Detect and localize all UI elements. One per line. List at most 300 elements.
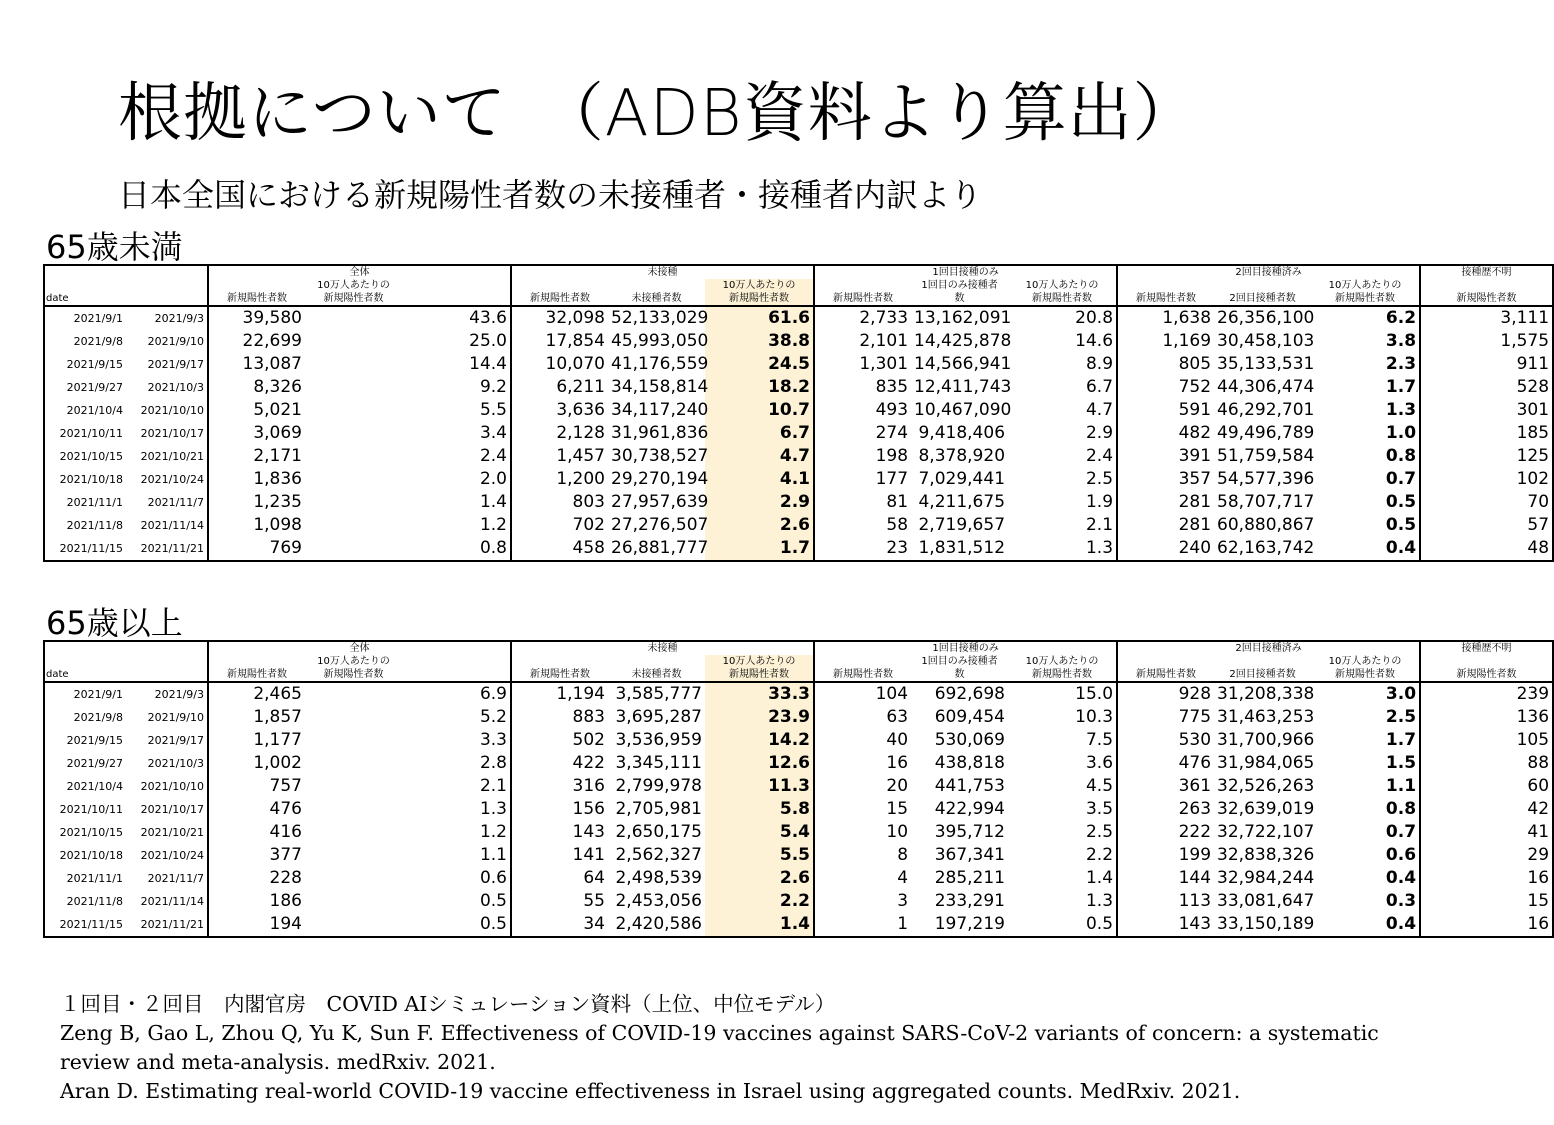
- value-cell: 3,695,287: [615, 707, 702, 727]
- value-cell: 441,753: [934, 776, 1006, 796]
- value-cell: 125: [1420, 445, 1553, 468]
- date-cell: 2021/9/1: [73, 688, 123, 701]
- value-cell: 1.1: [1385, 776, 1417, 796]
- header-cell: [402, 279, 511, 292]
- value-cell: 6.7: [1085, 377, 1114, 397]
- header-cell: 新規陽性者数: [814, 292, 911, 306]
- value-cell: 3.3: [479, 730, 507, 750]
- value-cell: 3.5: [1085, 799, 1114, 819]
- table-row: [44, 867, 1553, 890]
- value-cell: 15: [1420, 890, 1553, 913]
- value-cell: 1.4: [479, 492, 507, 512]
- date-cell: 2021/9/10: [147, 335, 204, 348]
- value-cell: 0.3: [1385, 891, 1417, 911]
- value-cell: 0.8: [1385, 799, 1417, 819]
- value-cell: 5.5: [705, 844, 814, 867]
- value-cell: 20: [814, 775, 911, 798]
- value-cell: 0.4: [1385, 868, 1417, 888]
- value-cell: 1,831,512: [918, 538, 1006, 558]
- value-cell: 45,993,050: [611, 331, 709, 351]
- value-cell: 285,211: [934, 868, 1006, 888]
- header-cell: 新規陽性者数: [814, 668, 911, 682]
- date-cell: 2021/9/3: [154, 688, 204, 701]
- table-row: [44, 729, 1553, 752]
- value-cell: 0.5: [1385, 492, 1417, 512]
- value-cell: 13,087: [208, 353, 305, 376]
- header-cell: [208, 279, 305, 292]
- value-cell: 438,818: [934, 753, 1006, 773]
- value-cell: 422: [511, 752, 608, 775]
- value-cell: 1,194: [511, 682, 608, 706]
- header-cell: [814, 279, 911, 292]
- header-group: 1回目接種のみ: [814, 641, 1117, 655]
- value-cell: 422,994: [934, 799, 1006, 819]
- value-cell: 9.2: [479, 377, 507, 397]
- value-cell: 9,418,406: [918, 423, 1006, 443]
- header-cell: 新規陽性者数: [705, 292, 814, 306]
- value-cell: 34,158,814: [611, 377, 709, 397]
- value-cell: 281: [1117, 514, 1214, 537]
- value-cell: 7.5: [1085, 730, 1114, 750]
- page-title: 根拠について （ADB資料より算出）: [118, 77, 1198, 151]
- value-cell: 33,150,189: [1217, 914, 1315, 934]
- value-cell: 240: [1117, 537, 1214, 561]
- value-cell: 5.5: [479, 400, 507, 420]
- value-cell: 3.8: [1385, 331, 1417, 351]
- value-cell: 0.5: [1085, 914, 1114, 934]
- value-cell: 1,098: [208, 514, 305, 537]
- value-cell: 33.3: [705, 682, 814, 706]
- value-cell: 26,881,777: [611, 538, 709, 558]
- value-cell: 2.9: [1085, 423, 1114, 443]
- value-cell: 3,345,111: [615, 753, 702, 773]
- date-cell: 2021/11/14: [140, 895, 204, 908]
- value-cell: 0.4: [1385, 914, 1417, 934]
- value-cell: 1.3: [1085, 538, 1114, 558]
- value-cell: 41: [1420, 821, 1553, 844]
- header-group: 未接種: [511, 265, 814, 279]
- value-cell: 15: [814, 798, 911, 821]
- value-cell: 38.8: [705, 330, 814, 353]
- header-group: 2回目接種済み: [1117, 641, 1420, 655]
- value-cell: 1.2: [479, 515, 507, 535]
- value-cell: 42: [1420, 798, 1553, 821]
- value-cell: 58: [814, 514, 911, 537]
- table-row: [44, 491, 1553, 514]
- value-cell: 31,984,065: [1217, 753, 1315, 773]
- value-cell: 3.4: [479, 423, 507, 443]
- header-cell: 新規陽性者数: [1008, 292, 1117, 306]
- value-cell: 3,585,777: [615, 684, 702, 704]
- value-cell: 55: [511, 890, 608, 913]
- value-cell: 752: [1117, 376, 1214, 399]
- value-cell: 51,759,584: [1217, 446, 1315, 466]
- value-cell: 29: [1420, 844, 1553, 867]
- header-cell: 10万人あたりの: [705, 279, 814, 292]
- value-cell: 3: [814, 890, 911, 913]
- value-cell: 1.1: [479, 845, 507, 865]
- value-cell: 1,177: [208, 729, 305, 752]
- header-cell: 新規陽性者数: [1117, 292, 1214, 306]
- value-cell: 2,733: [814, 306, 911, 330]
- value-cell: 88: [1420, 752, 1553, 775]
- value-cell: 31,463,253: [1217, 707, 1315, 727]
- header-cell: 未接種者数: [608, 292, 705, 306]
- value-cell: 1,169: [1117, 330, 1214, 353]
- date-cell: 2021/9/8: [73, 335, 123, 348]
- date-cell: 2021/11/7: [147, 496, 204, 509]
- value-cell: 16: [814, 752, 911, 775]
- header-cell: 新規陽性者数: [305, 292, 402, 306]
- header-cell: 新規陽性者数: [1311, 668, 1420, 682]
- date-cell: 2021/9/27: [66, 757, 123, 770]
- value-cell: 60: [1420, 775, 1553, 798]
- value-cell: 60,880,867: [1217, 515, 1315, 535]
- value-cell: 25.0: [469, 331, 507, 351]
- header-cell: 10万人あたりの: [705, 655, 814, 668]
- value-cell: 2,650,175: [615, 822, 702, 842]
- value-cell: 0.5: [1385, 515, 1417, 535]
- value-cell: 32,722,107: [1217, 822, 1315, 842]
- value-cell: 44,306,474: [1217, 377, 1315, 397]
- value-cell: 197,219: [934, 914, 1006, 934]
- value-cell: 6.2: [1385, 308, 1417, 328]
- header-cell: 数: [911, 668, 1008, 682]
- date-cell: 2021/10/11: [59, 803, 123, 816]
- value-cell: 8,378,920: [918, 446, 1006, 466]
- date-cell: 2021/11/14: [140, 519, 204, 532]
- value-cell: 54,577,396: [1217, 469, 1315, 489]
- value-cell: 530,069: [934, 730, 1006, 750]
- table-row: [44, 775, 1553, 798]
- references: [60, 990, 1379, 1106]
- value-cell: 29,270,194: [611, 469, 709, 489]
- value-cell: 1.9: [1085, 492, 1114, 512]
- table-row: [44, 514, 1553, 537]
- value-cell: 34,117,240: [611, 400, 709, 420]
- value-cell: 883: [511, 706, 608, 729]
- value-cell: 186: [208, 890, 305, 913]
- value-cell: 1: [814, 913, 911, 937]
- header-cell: [402, 655, 511, 668]
- value-cell: 528: [1420, 376, 1553, 399]
- header-cell: 10万人あたりの: [1025, 656, 1099, 667]
- value-cell: 1,002: [208, 752, 305, 775]
- header-group: 接種歴不明: [1420, 265, 1553, 279]
- value-cell: 4.7: [705, 445, 814, 468]
- value-cell: 156: [511, 798, 608, 821]
- value-cell: 391: [1117, 445, 1214, 468]
- value-cell: 1.7: [1385, 377, 1417, 397]
- value-cell: 10.7: [705, 399, 814, 422]
- table-row: [44, 468, 1553, 491]
- value-cell: 0.7: [1385, 469, 1417, 489]
- date-cell: 2021/11/1: [66, 872, 123, 885]
- value-cell: 1,638: [1117, 306, 1214, 330]
- value-cell: 835: [814, 376, 911, 399]
- value-cell: 222: [1117, 821, 1214, 844]
- value-cell: 1.3: [479, 799, 507, 819]
- table-row: [44, 537, 1553, 561]
- value-cell: 143: [511, 821, 608, 844]
- value-cell: 361: [1117, 775, 1214, 798]
- value-cell: 105: [1420, 729, 1553, 752]
- value-cell: 14,425,878: [914, 331, 1012, 351]
- header-cell: [608, 655, 705, 668]
- value-cell: 31,208,338: [1217, 684, 1315, 704]
- value-cell: 14.4: [469, 354, 507, 374]
- value-cell: 63: [814, 706, 911, 729]
- header-cell: [1214, 655, 1311, 668]
- value-cell: 395,712: [934, 822, 1006, 842]
- header-cell: 新規陽性者数: [1311, 292, 1420, 306]
- reference-line: Zeng B, Gao L, Zhou Q, Yu K, Sun F. Effectiveness of COVID-19 vaccines against SARS-CoV-2 variants of concern: a systematic: [60, 1021, 1379, 1045]
- date-cell: 2021/9/17: [147, 734, 204, 747]
- header-cell: 1回目のみ接種者: [921, 280, 998, 291]
- value-cell: 177: [814, 468, 911, 491]
- date-cell: 2021/10/4: [66, 404, 123, 417]
- table-row: [44, 306, 1553, 330]
- value-cell: 1.4: [1085, 868, 1114, 888]
- value-cell: 1.3: [1085, 891, 1114, 911]
- value-cell: 46,292,701: [1217, 400, 1315, 420]
- value-cell: 34: [511, 913, 608, 937]
- header-cell: [1117, 655, 1214, 668]
- value-cell: 11.3: [705, 775, 814, 798]
- value-cell: 0.5: [479, 891, 507, 911]
- date-cell: 2021/11/8: [66, 895, 123, 908]
- date-cell: 2021/9/15: [66, 734, 123, 747]
- value-cell: 301: [1420, 399, 1553, 422]
- value-cell: 1,235: [208, 491, 305, 514]
- value-cell: 2.6: [705, 514, 814, 537]
- value-cell: 6.7: [705, 422, 814, 445]
- value-cell: 0.4: [1385, 538, 1417, 558]
- value-cell: 16: [1420, 867, 1553, 890]
- value-cell: 104: [814, 682, 911, 706]
- value-cell: 4,211,675: [918, 492, 1006, 512]
- section-label-under65: 65歳未満: [46, 228, 183, 266]
- value-cell: 32,526,263: [1217, 776, 1315, 796]
- value-cell: 493: [814, 399, 911, 422]
- value-cell: 27,276,507: [611, 515, 709, 535]
- value-cell: 0.8: [479, 538, 507, 558]
- value-cell: 32,838,326: [1217, 845, 1315, 865]
- value-cell: 1.5: [1385, 753, 1417, 773]
- value-cell: 4: [814, 867, 911, 890]
- value-cell: 23: [814, 537, 911, 561]
- header-cell: 10万人あたりの: [1025, 280, 1099, 291]
- value-cell: 1,200: [511, 468, 608, 491]
- value-cell: 194: [208, 913, 305, 937]
- value-cell: 20.8: [1075, 308, 1114, 328]
- value-cell: 530: [1117, 729, 1214, 752]
- value-cell: 2.5: [1385, 707, 1417, 727]
- value-cell: 31,700,966: [1217, 730, 1315, 750]
- table-row: [44, 706, 1553, 729]
- value-cell: 14.2: [705, 729, 814, 752]
- value-cell: 15.0: [1075, 684, 1114, 704]
- value-cell: 32,639,019: [1217, 799, 1315, 819]
- value-cell: 1,457: [511, 445, 608, 468]
- value-cell: 22,699: [208, 330, 305, 353]
- value-cell: 692,698: [934, 684, 1006, 704]
- date-cell: 2021/9/1: [73, 312, 123, 325]
- header-cell: 10万人あたりの: [1328, 280, 1402, 291]
- value-cell: 2,719,657: [918, 515, 1006, 535]
- value-cell: 70: [1420, 491, 1553, 514]
- value-cell: 31,961,836: [611, 423, 709, 443]
- date-cell: 2021/10/18: [59, 849, 123, 862]
- value-cell: 928: [1117, 682, 1214, 706]
- value-cell: 10: [814, 821, 911, 844]
- value-cell: 1.3: [1385, 400, 1417, 420]
- header-group: 2回目接種済み: [1117, 265, 1420, 279]
- value-cell: 3,111: [1420, 306, 1553, 330]
- value-cell: 367,341: [934, 845, 1006, 865]
- value-cell: 141: [511, 844, 608, 867]
- header-cell: 新規陽性者数: [305, 668, 402, 682]
- value-cell: 10,467,090: [914, 400, 1012, 420]
- value-cell: 17,854: [511, 330, 608, 353]
- value-cell: 1.7: [1385, 730, 1417, 750]
- value-cell: 0.6: [479, 868, 507, 888]
- date-cell: 2021/10/3: [147, 757, 204, 770]
- value-cell: 30,458,103: [1217, 331, 1315, 351]
- header-cell: 新規陽性者数: [1420, 668, 1553, 682]
- value-cell: 2,498,539: [615, 868, 702, 888]
- value-cell: 476: [1117, 752, 1214, 775]
- value-cell: 502: [511, 729, 608, 752]
- reference-line: Aran D. Estimating real-world COVID-19 vaccine effectiveness in Israel using aggregated counts. MedRxiv. 2021.: [60, 1079, 1241, 1103]
- value-cell: 1,575: [1420, 330, 1553, 353]
- value-cell: 1,857: [208, 706, 305, 729]
- value-cell: 5,021: [208, 399, 305, 422]
- header-cell: [208, 655, 305, 668]
- value-cell: 1.7: [705, 537, 814, 561]
- table-row: [44, 330, 1553, 353]
- date-cell: 2021/10/15: [59, 450, 123, 463]
- value-cell: 4.7: [1085, 400, 1114, 420]
- header-cell: 10万人あたりの: [317, 280, 390, 291]
- date-cell: 2021/11/15: [59, 918, 123, 931]
- value-cell: 2.2: [705, 890, 814, 913]
- value-cell: 30,738,527: [611, 446, 709, 466]
- table-row: [44, 821, 1553, 844]
- header-cell: 新規陽性者数: [1117, 668, 1214, 682]
- date-cell: 2021/10/17: [140, 803, 204, 816]
- value-cell: 5.2: [479, 707, 507, 727]
- data-table-under65: [43, 264, 1554, 562]
- header-cell: 10万人あたりの: [317, 656, 390, 667]
- value-cell: 136: [1420, 706, 1553, 729]
- value-cell: 14,566,941: [914, 354, 1012, 374]
- value-cell: 61.6: [705, 306, 814, 330]
- value-cell: 805: [1117, 353, 1214, 376]
- header-group: 接種歴不明: [1420, 641, 1553, 655]
- value-cell: 6,211: [511, 376, 608, 399]
- date-cell: 2021/10/21: [140, 450, 204, 463]
- value-cell: 591: [1117, 399, 1214, 422]
- value-cell: 14.6: [1075, 331, 1114, 351]
- date-cell: 2021/10/11: [59, 427, 123, 440]
- value-cell: 27,957,639: [611, 492, 709, 512]
- value-cell: 7,029,441: [918, 469, 1006, 489]
- header-cell: [814, 655, 911, 668]
- header-group: 全体: [208, 641, 511, 655]
- header-cell: [1420, 279, 1553, 292]
- date-cell: 2021/10/18: [59, 473, 123, 486]
- value-cell: 185: [1420, 422, 1553, 445]
- value-cell: 2.2: [1085, 845, 1114, 865]
- value-cell: 58,707,717: [1217, 492, 1315, 512]
- table-row: [44, 682, 1553, 706]
- value-cell: 2.9: [705, 491, 814, 514]
- reference-line: review and meta-analysis. medRxiv. 2021.: [60, 1050, 496, 1074]
- value-cell: 2,562,327: [615, 845, 702, 865]
- value-cell: 48: [1420, 537, 1553, 561]
- value-cell: 1.2: [479, 822, 507, 842]
- value-cell: 239: [1420, 682, 1553, 706]
- header-cell: [1117, 279, 1214, 292]
- header-group: 1回目接種のみ: [814, 265, 1117, 279]
- value-cell: 3,536,959: [615, 730, 702, 750]
- table-row: [44, 353, 1553, 376]
- value-cell: 274: [814, 422, 911, 445]
- value-cell: 0.6: [1385, 845, 1417, 865]
- value-cell: 49,496,789: [1217, 423, 1315, 443]
- value-cell: 3,069: [208, 422, 305, 445]
- value-cell: 143: [1117, 913, 1214, 937]
- value-cell: 281: [1117, 491, 1214, 514]
- value-cell: 263: [1117, 798, 1214, 821]
- date-cell: 2021/10/24: [140, 849, 204, 862]
- value-cell: 775: [1117, 706, 1214, 729]
- header-cell: 未接種者数: [608, 668, 705, 682]
- date-cell: 2021/11/21: [140, 918, 204, 931]
- header-cell: 新規陽性者数: [208, 668, 305, 682]
- value-cell: 769: [208, 537, 305, 561]
- date-cell: 2021/11/21: [140, 542, 204, 555]
- value-cell: 757: [208, 775, 305, 798]
- data-table-65plus: [43, 640, 1554, 938]
- value-cell: 3.0: [1385, 684, 1417, 704]
- value-cell: 1.4: [705, 913, 814, 937]
- value-cell: 2.0: [479, 469, 507, 489]
- page-subtitle: 日本全国における新規陽性者数の未接種者・接種者内訳より: [118, 176, 983, 214]
- reference-line: １回目・２回目 内閣官房 COVID AIシミュレーション資料（上位、中位モデル）: [60, 992, 836, 1016]
- header-group: 全体: [208, 265, 511, 279]
- table-row: [44, 422, 1553, 445]
- date-cell: 2021/9/8: [73, 711, 123, 724]
- value-cell: 2,465: [208, 682, 305, 706]
- value-cell: 2,799,978: [615, 776, 702, 796]
- header-cell: 新規陽性者数: [705, 668, 814, 682]
- value-cell: 377: [208, 844, 305, 867]
- header-cell: 10万人あたりの: [1328, 656, 1402, 667]
- header-blank: [44, 641, 208, 655]
- value-cell: 8.9: [1085, 354, 1114, 374]
- value-cell: 228: [208, 867, 305, 890]
- value-cell: 2,420,586: [615, 914, 702, 934]
- table-row: [44, 752, 1553, 775]
- value-cell: 199: [1117, 844, 1214, 867]
- value-cell: 8,326: [208, 376, 305, 399]
- value-cell: 13,162,091: [914, 308, 1012, 328]
- header-cell: [511, 279, 608, 292]
- date-cell: 2021/10/21: [140, 826, 204, 839]
- table-row: [44, 890, 1553, 913]
